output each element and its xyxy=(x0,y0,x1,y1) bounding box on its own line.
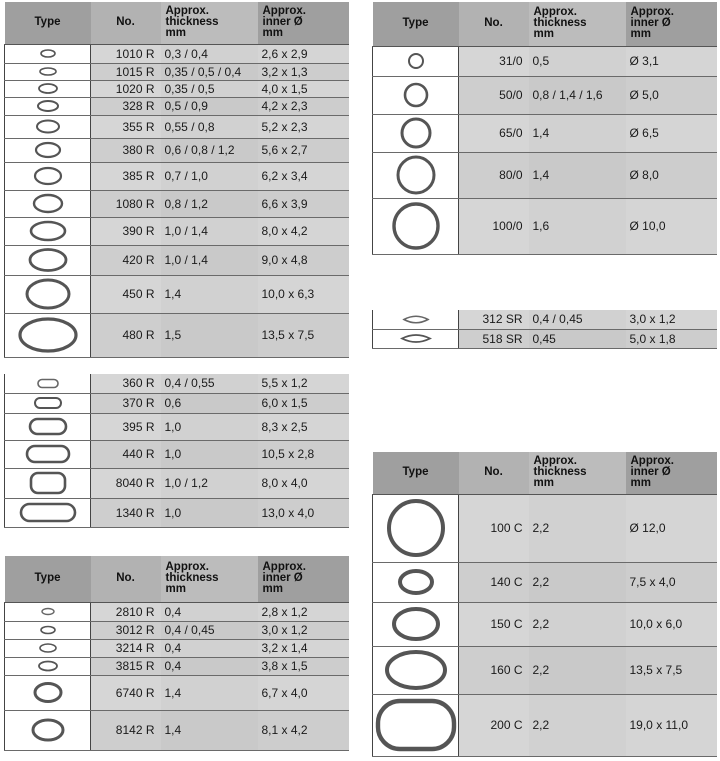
ring-image xyxy=(5,97,91,115)
diameter-value: 4,2 x 2,3 xyxy=(258,97,349,115)
table-row xyxy=(373,152,717,198)
part-number: 440 R xyxy=(91,440,161,468)
thickness-value: 0,35 / 0,5 / 0,4 xyxy=(161,63,258,80)
table-row xyxy=(5,602,349,621)
diameter-value: Ø 8,0 xyxy=(626,152,717,198)
small-rings-table xyxy=(4,556,349,751)
part-number: 1020 R xyxy=(91,80,161,97)
thickness-value: 1,0 / 1,2 xyxy=(161,468,258,498)
oval-rings-table xyxy=(4,2,349,358)
part-number: 31/0 xyxy=(459,46,529,76)
thickness-value: 0,6 / 0,8 / 1,2 xyxy=(161,138,258,162)
part-number: 312 SR xyxy=(459,310,529,329)
table-row xyxy=(5,245,349,275)
ring-image xyxy=(5,313,91,357)
ring-image xyxy=(5,621,91,639)
table-row xyxy=(373,494,717,562)
part-number: 8142 R xyxy=(91,710,161,750)
part-number: 480 R xyxy=(91,313,161,357)
part-number: 385 R xyxy=(91,162,161,190)
table-row xyxy=(5,710,349,750)
part-number: 80/0 xyxy=(459,152,529,198)
thickness-value: 0,35 / 0,5 xyxy=(161,80,258,97)
diameter-value: Ø 6,5 xyxy=(626,114,717,152)
table-row xyxy=(373,76,717,114)
ring-image xyxy=(373,152,459,198)
diameter-header: Approx. inner Ø mm xyxy=(258,556,349,602)
round-rings-table xyxy=(372,2,717,255)
table-row xyxy=(5,63,349,80)
type-header: Type xyxy=(373,2,459,46)
diameter-value: 13,5 x 7,5 xyxy=(626,646,717,694)
diameter-value: 8,0 x 4,0 xyxy=(258,468,349,498)
thickness-value: 1,4 xyxy=(161,675,258,710)
table-row xyxy=(373,198,717,254)
ring-image xyxy=(373,329,459,348)
table-row xyxy=(373,329,717,348)
ring-image xyxy=(5,440,91,468)
part-number: 200 C xyxy=(459,694,529,756)
thickness-value: 1,4 xyxy=(161,710,258,750)
ring-image xyxy=(373,602,459,646)
table-row xyxy=(5,80,349,97)
diameter-value: 4,0 x 1,5 xyxy=(258,80,349,97)
diameter-value: 19,0 x 11,0 xyxy=(626,694,717,756)
ring-image xyxy=(373,694,459,756)
part-number: 140 C xyxy=(459,562,529,602)
diameter-value: Ø 10,0 xyxy=(626,198,717,254)
part-number: 6740 R xyxy=(91,675,161,710)
ring-image xyxy=(5,80,91,97)
thickness-value: 0,4 xyxy=(161,639,258,657)
table-row xyxy=(373,694,717,756)
ring-image xyxy=(373,646,459,694)
part-number: 450 R xyxy=(91,275,161,313)
ring-image xyxy=(5,393,91,413)
part-number: 65/0 xyxy=(459,114,529,152)
part-number: 370 R xyxy=(91,393,161,413)
table-row xyxy=(5,275,349,313)
table-row xyxy=(5,138,349,162)
table-row xyxy=(373,46,717,76)
header-row xyxy=(5,556,349,602)
thickness-value: 0,5 xyxy=(529,46,626,76)
table-row xyxy=(5,44,349,63)
type-header: Type xyxy=(5,556,91,602)
diameter-value: 6,6 x 3,9 xyxy=(258,190,349,217)
part-number: 160 C xyxy=(459,646,529,694)
sr-rings-table xyxy=(372,310,717,349)
thickness-value: 1,5 xyxy=(161,313,258,357)
part-number: 390 R xyxy=(91,217,161,245)
table-row xyxy=(5,440,349,468)
diameter-value: 8,3 x 2,5 xyxy=(258,413,349,440)
thickness-value: 1,6 xyxy=(529,198,626,254)
table-row xyxy=(5,498,349,527)
part-number: 380 R xyxy=(91,138,161,162)
diameter-value: 3,2 x 1,4 xyxy=(258,639,349,657)
ring-image xyxy=(5,275,91,313)
table-row xyxy=(5,657,349,675)
ring-image xyxy=(5,675,91,710)
number-header: No. xyxy=(91,556,161,602)
number-header: No. xyxy=(459,2,529,46)
part-number: 8040 R xyxy=(91,468,161,498)
diameter-header: Approx. inner Ø mm xyxy=(626,452,717,494)
heavy-rings-table xyxy=(372,452,717,757)
table-row xyxy=(5,621,349,639)
header-row xyxy=(373,452,717,494)
part-number: 420 R xyxy=(91,245,161,275)
table-row xyxy=(5,162,349,190)
part-number: 1015 R xyxy=(91,63,161,80)
table-row xyxy=(373,562,717,602)
part-number: 3214 R xyxy=(91,639,161,657)
part-number: 328 R xyxy=(91,97,161,115)
ring-image xyxy=(373,76,459,114)
ring-image xyxy=(5,602,91,621)
part-number: 518 SR xyxy=(459,329,529,348)
diameter-value: Ø 5,0 xyxy=(626,76,717,114)
thickness-header: Approx. thickness mm xyxy=(161,2,258,44)
part-number: 395 R xyxy=(91,413,161,440)
thickness-value: 0,45 xyxy=(529,329,626,348)
diameter-value: 9,0 x 4,8 xyxy=(258,245,349,275)
ring-image xyxy=(5,639,91,657)
part-number: 1080 R xyxy=(91,190,161,217)
ring-image xyxy=(5,217,91,245)
thickness-value: 1,0 xyxy=(161,413,258,440)
ring-image xyxy=(5,63,91,80)
diameter-value: 8,0 x 4,2 xyxy=(258,217,349,245)
diameter-value: 10,0 x 6,3 xyxy=(258,275,349,313)
thickness-value: 2,2 xyxy=(529,602,626,646)
diameter-value: 10,0 x 6,0 xyxy=(626,602,717,646)
part-number: 1340 R xyxy=(91,498,161,527)
ring-image xyxy=(373,494,459,562)
diameter-value: 13,0 x 4,0 xyxy=(258,498,349,527)
table-row xyxy=(5,97,349,115)
part-number: 3012 R xyxy=(91,621,161,639)
diameter-value: 3,0 x 1,2 xyxy=(258,621,349,639)
thickness-value: 0,6 xyxy=(161,393,258,413)
thickness-value: 1,0 xyxy=(161,440,258,468)
diameter-value: 2,8 x 1,2 xyxy=(258,602,349,621)
ring-image xyxy=(373,198,459,254)
thickness-value: 2,2 xyxy=(529,646,626,694)
header-row xyxy=(5,2,349,44)
diameter-header: Approx. inner Ø mm xyxy=(258,2,349,44)
ring-image xyxy=(373,46,459,76)
diameter-value: 6,0 x 1,5 xyxy=(258,393,349,413)
thickness-header: Approx. thickness mm xyxy=(529,2,626,46)
thickness-value: 0,3 / 0,4 xyxy=(161,44,258,63)
thickness-value: 0,4 xyxy=(161,657,258,675)
ring-image xyxy=(5,44,91,63)
diameter-value: 5,6 x 2,7 xyxy=(258,138,349,162)
part-number: 100/0 xyxy=(459,198,529,254)
ring-image xyxy=(373,562,459,602)
ring-image xyxy=(5,190,91,217)
thickness-value: 0,8 / 1,4 / 1,6 xyxy=(529,76,626,114)
thickness-value: 0,5 / 0,9 xyxy=(161,97,258,115)
diameter-value: 7,5 x 4,0 xyxy=(626,562,717,602)
thickness-value: 0,4 / 0,45 xyxy=(529,310,626,329)
diameter-header: Approx. inner Ø mm xyxy=(626,2,717,46)
thickness-header: Approx. thickness mm xyxy=(529,452,626,494)
diameter-value: 6,2 x 3,4 xyxy=(258,162,349,190)
thickness-value: 0,4 xyxy=(161,602,258,621)
part-number: 2810 R xyxy=(91,602,161,621)
table-row xyxy=(5,313,349,357)
thickness-value: 1,0 / 1,4 xyxy=(161,245,258,275)
type-header: Type xyxy=(373,452,459,494)
table-row xyxy=(373,114,717,152)
ring-image xyxy=(5,162,91,190)
part-number: 50/0 xyxy=(459,76,529,114)
ring-image xyxy=(5,138,91,162)
ring-image xyxy=(5,413,91,440)
thickness-value: 0,4 / 0,45 xyxy=(161,621,258,639)
thickness-value: 1,4 xyxy=(529,114,626,152)
diameter-value: 3,0 x 1,2 xyxy=(626,310,717,329)
table-row xyxy=(5,675,349,710)
diameter-value: 13,5 x 7,5 xyxy=(258,313,349,357)
ring-image xyxy=(373,114,459,152)
ring-image xyxy=(5,498,91,527)
table-row xyxy=(373,646,717,694)
table-row xyxy=(5,468,349,498)
diameter-value: Ø 12,0 xyxy=(626,494,717,562)
part-number: 355 R xyxy=(91,115,161,138)
table-row xyxy=(5,639,349,657)
type-header: Type xyxy=(5,2,91,44)
part-number: 3815 R xyxy=(91,657,161,675)
ring-image xyxy=(5,657,91,675)
ring-image xyxy=(5,468,91,498)
table-row xyxy=(5,374,349,393)
diameter-value: 3,8 x 1,5 xyxy=(258,657,349,675)
thickness-value: 0,8 / 1,2 xyxy=(161,190,258,217)
diameter-value: 10,5 x 2,8 xyxy=(258,440,349,468)
thickness-value: 2,2 xyxy=(529,562,626,602)
thickness-value: 1,4 xyxy=(161,275,258,313)
ring-image xyxy=(5,115,91,138)
thickness-value: 0,7 / 1,0 xyxy=(161,162,258,190)
part-number: 100 C xyxy=(459,494,529,562)
table-row xyxy=(373,602,717,646)
number-header: No. xyxy=(459,452,529,494)
ring-image xyxy=(5,374,91,393)
diameter-value: 8,1 x 4,2 xyxy=(258,710,349,750)
thickness-value: 1,0 xyxy=(161,498,258,527)
table-row xyxy=(373,310,717,329)
elongated-rings-table xyxy=(4,374,349,528)
diameter-value: 5,0 x 1,8 xyxy=(626,329,717,348)
thickness-value: 2,2 xyxy=(529,494,626,562)
thickness-value: 1,4 xyxy=(529,152,626,198)
number-header: No. xyxy=(91,2,161,44)
diameter-value: 5,5 x 1,2 xyxy=(258,374,349,393)
thickness-value: 0,55 / 0,8 xyxy=(161,115,258,138)
part-number: 360 R xyxy=(91,374,161,393)
ring-image xyxy=(373,310,459,329)
thickness-value: 1,0 / 1,4 xyxy=(161,217,258,245)
diameter-value: 3,2 x 1,3 xyxy=(258,63,349,80)
table-row xyxy=(5,413,349,440)
diameter-value: 6,7 x 4,0 xyxy=(258,675,349,710)
diameter-value: 5,2 x 2,3 xyxy=(258,115,349,138)
ring-image xyxy=(5,245,91,275)
diameter-value: Ø 3,1 xyxy=(626,46,717,76)
ring-image xyxy=(5,710,91,750)
thickness-value: 0,4 / 0,55 xyxy=(161,374,258,393)
table-row xyxy=(5,393,349,413)
diameter-value: 2,6 x 2,9 xyxy=(258,44,349,63)
part-number: 150 C xyxy=(459,602,529,646)
thickness-value: 2,2 xyxy=(529,694,626,756)
part-number: 1010 R xyxy=(91,44,161,63)
table-row xyxy=(5,190,349,217)
thickness-header: Approx. thickness mm xyxy=(161,556,258,602)
table-row xyxy=(5,115,349,138)
table-row xyxy=(5,217,349,245)
header-row xyxy=(373,2,717,46)
